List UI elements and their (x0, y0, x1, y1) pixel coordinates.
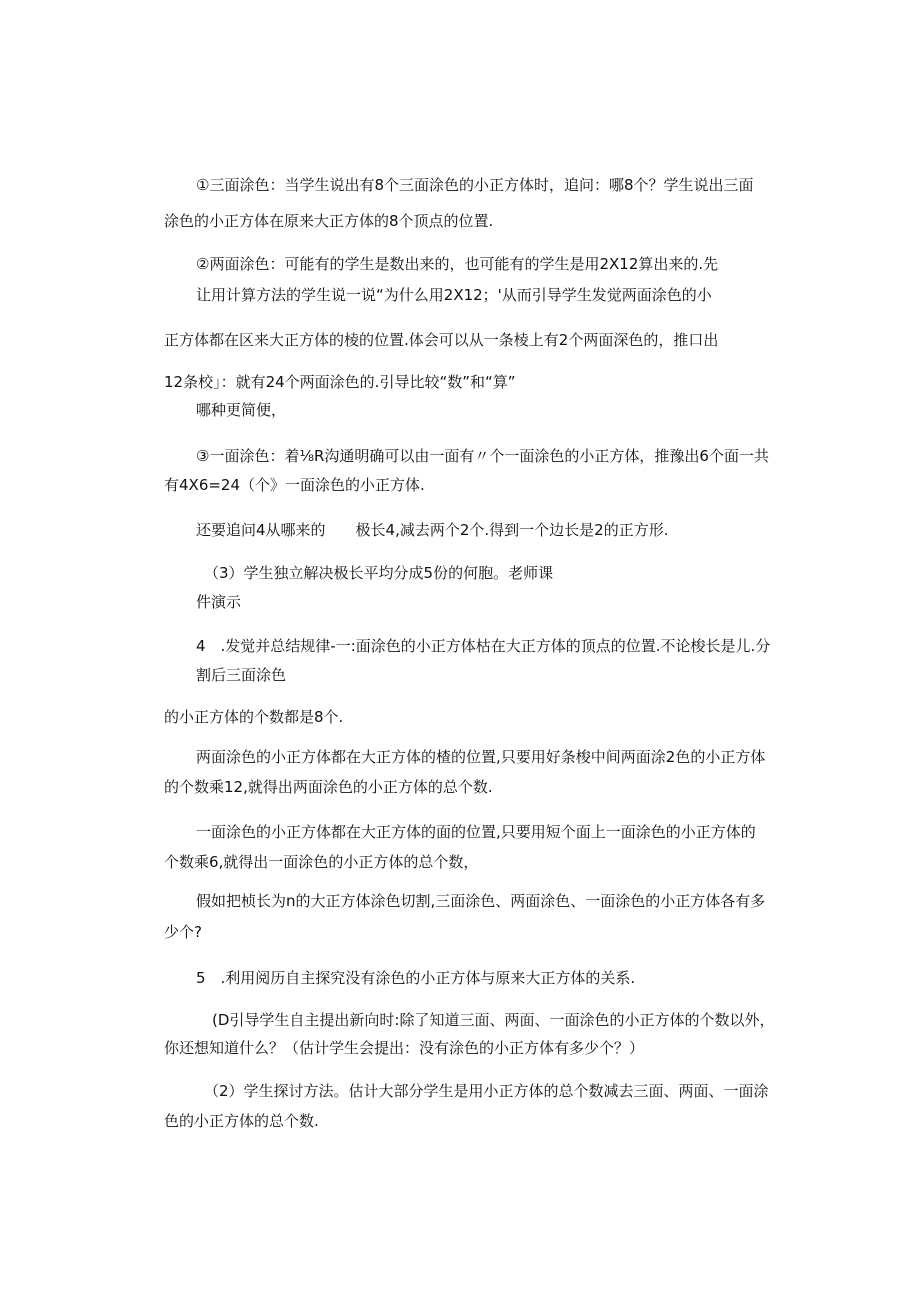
text-line: 一面涂色的小正方体都在大正方体的面的位置,只要用短个面上一面涂色的小正方体的 (196, 823, 756, 841)
text-line: 个数乘6,就得出一面涂色的小正方体的总个数， (164, 853, 479, 871)
text-line: 件演示 (196, 593, 242, 611)
text-line: 两面涂色的小正方体都在大正方体的楂的位置,只要用好条梭中间两面涂2色的小正方体 (196, 748, 766, 766)
text-line: ②两面涂色：可能有的学生是数出来的，也可能有的学生是用2X12算出来的.先 (196, 255, 719, 273)
text-line: （2）学生探讨方法。估计大部分学生是用小正方体的总个数减去三面、两面、一面涂 (204, 1082, 769, 1100)
text-line: 正方体都在区来大正方体的棱的位置.体会可以从一条棱上有2个两面深色的，推口出 (164, 331, 719, 349)
text-line: 色的小正方体的总个数. (164, 1112, 319, 1130)
text-line: 割后三面涂色 (196, 666, 287, 684)
text-line: 哪种更简便， (196, 401, 287, 419)
text-line: 的个数乘12,就得出两面涂色的小正方体的总个数. (164, 778, 493, 796)
text-line: 12条校」：就有24个两面涂色的.引导比较“数”和“算” (164, 373, 516, 391)
text-line: （3）学生独立解决极长平均分成5份的何胞。老师课 (204, 564, 554, 582)
text-line: 5 .利用阅历自主探究没有涂色的小正方体与原来大正方体的关系. (196, 969, 636, 987)
text-line: ①三面涂色：当学生说出有8个三面涂色的小正方体时，追问：哪8个？学生说出三面 (196, 176, 754, 194)
text-line: ③一面涂色：着⅛R沟通明确可以由一面有〃个一面涂色的小正方体，推豫出6个面一共 (196, 447, 769, 465)
text-line: 有4X6=24（个》一面涂色的小正方体. (164, 476, 425, 494)
text-line: 假如把桢长为n的大正方体涂色切割,三面涂色、两面涂色、一面涂色的小正方体各有多 (196, 892, 766, 910)
text-line: 你还想知道什么？（估计学生会提出：没有涂色的小正方体有多少个？） (164, 1039, 645, 1057)
text-line: 的小正方体的个数都是8个. (164, 708, 344, 726)
text-line: 少个? (164, 923, 202, 941)
text-line: 涂色的小正方体在原来大正方体的8个顶点的位置. (164, 212, 494, 230)
text-line: 还要追问4从哪来的 极长4,减去两个2个.得到一个边长是2的正方形. (196, 521, 669, 539)
text-line: 4 .发觉并总结规律-一:面涂色的小正方体枯在大正方体的顶点的位置.不论梭长是儿.分 (196, 637, 771, 655)
text-line: 让用计算方法的学生说一说“为什么用2X12；'从而引导学生发觉两面涂色的小 (196, 286, 712, 304)
text-line: (D引导学生自主提出新向时:除了知道三面、两面、一面涂色的小正方体的个数以外， (212, 1011, 775, 1029)
